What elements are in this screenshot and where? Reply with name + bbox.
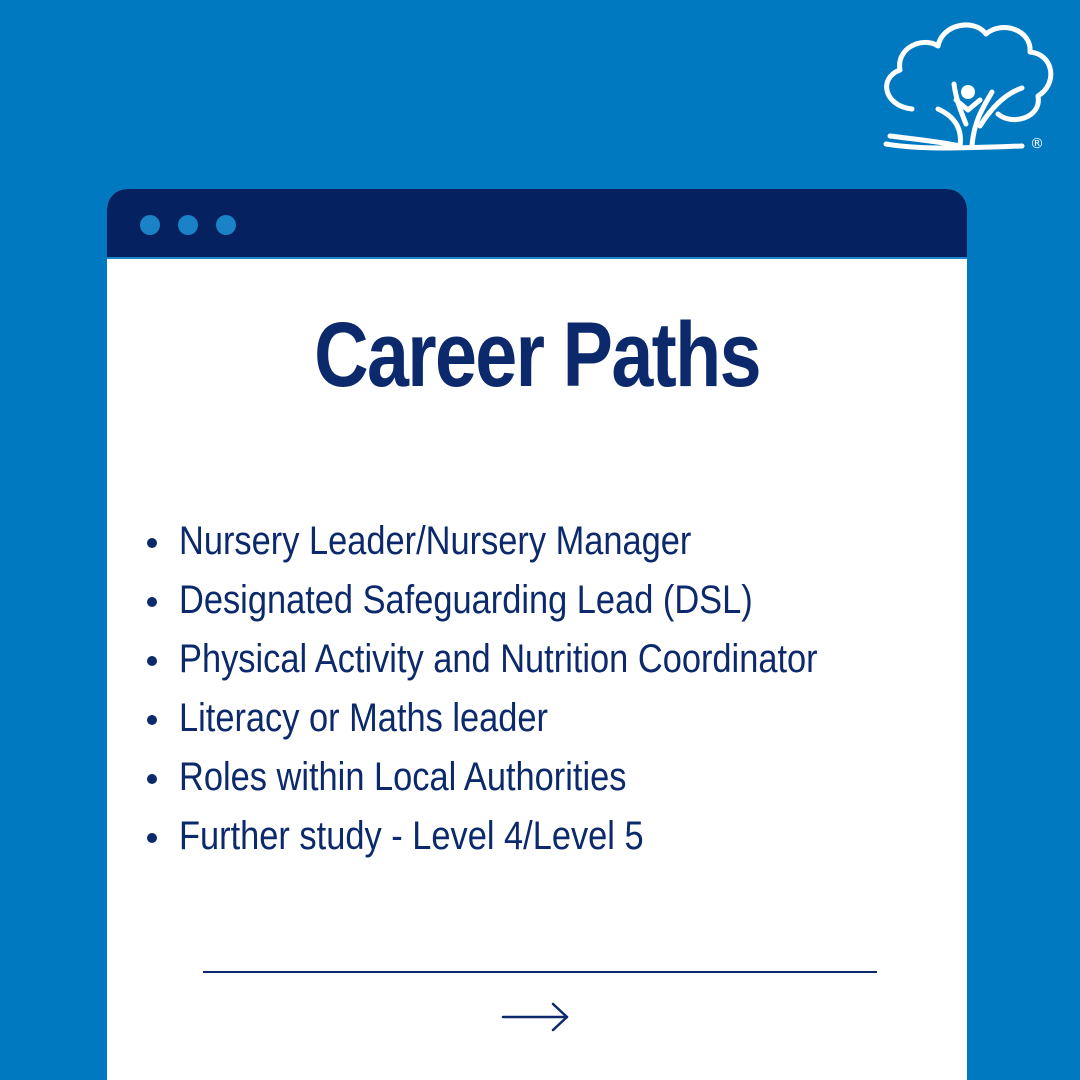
list-item: Further study - Level 4/Level 5 [147,807,922,866]
divider [203,971,877,973]
list-item: Roles within Local Authorities [147,748,922,807]
window-titlebar [107,189,967,259]
window-dots [140,215,236,235]
window-dot-icon [216,215,236,235]
registered-mark: ® [1030,136,1044,152]
page-title: Career Paths [314,304,760,406]
list-item: Physical Activity and Nutrition Coordinator [147,630,922,689]
window-dot-icon [140,215,160,235]
list-item: Nursery Leader/Nursery Manager [147,512,922,571]
career-paths-list [147,512,922,866]
browser-window [107,189,967,1080]
list-item: Designated Safeguarding Lead (DSL) [147,571,922,630]
list-item: Literacy or Maths leader [147,689,922,748]
window-dot-icon [178,215,198,235]
arrow-right-icon[interactable] [501,999,571,1035]
tree-logo-icon [872,14,1062,159]
